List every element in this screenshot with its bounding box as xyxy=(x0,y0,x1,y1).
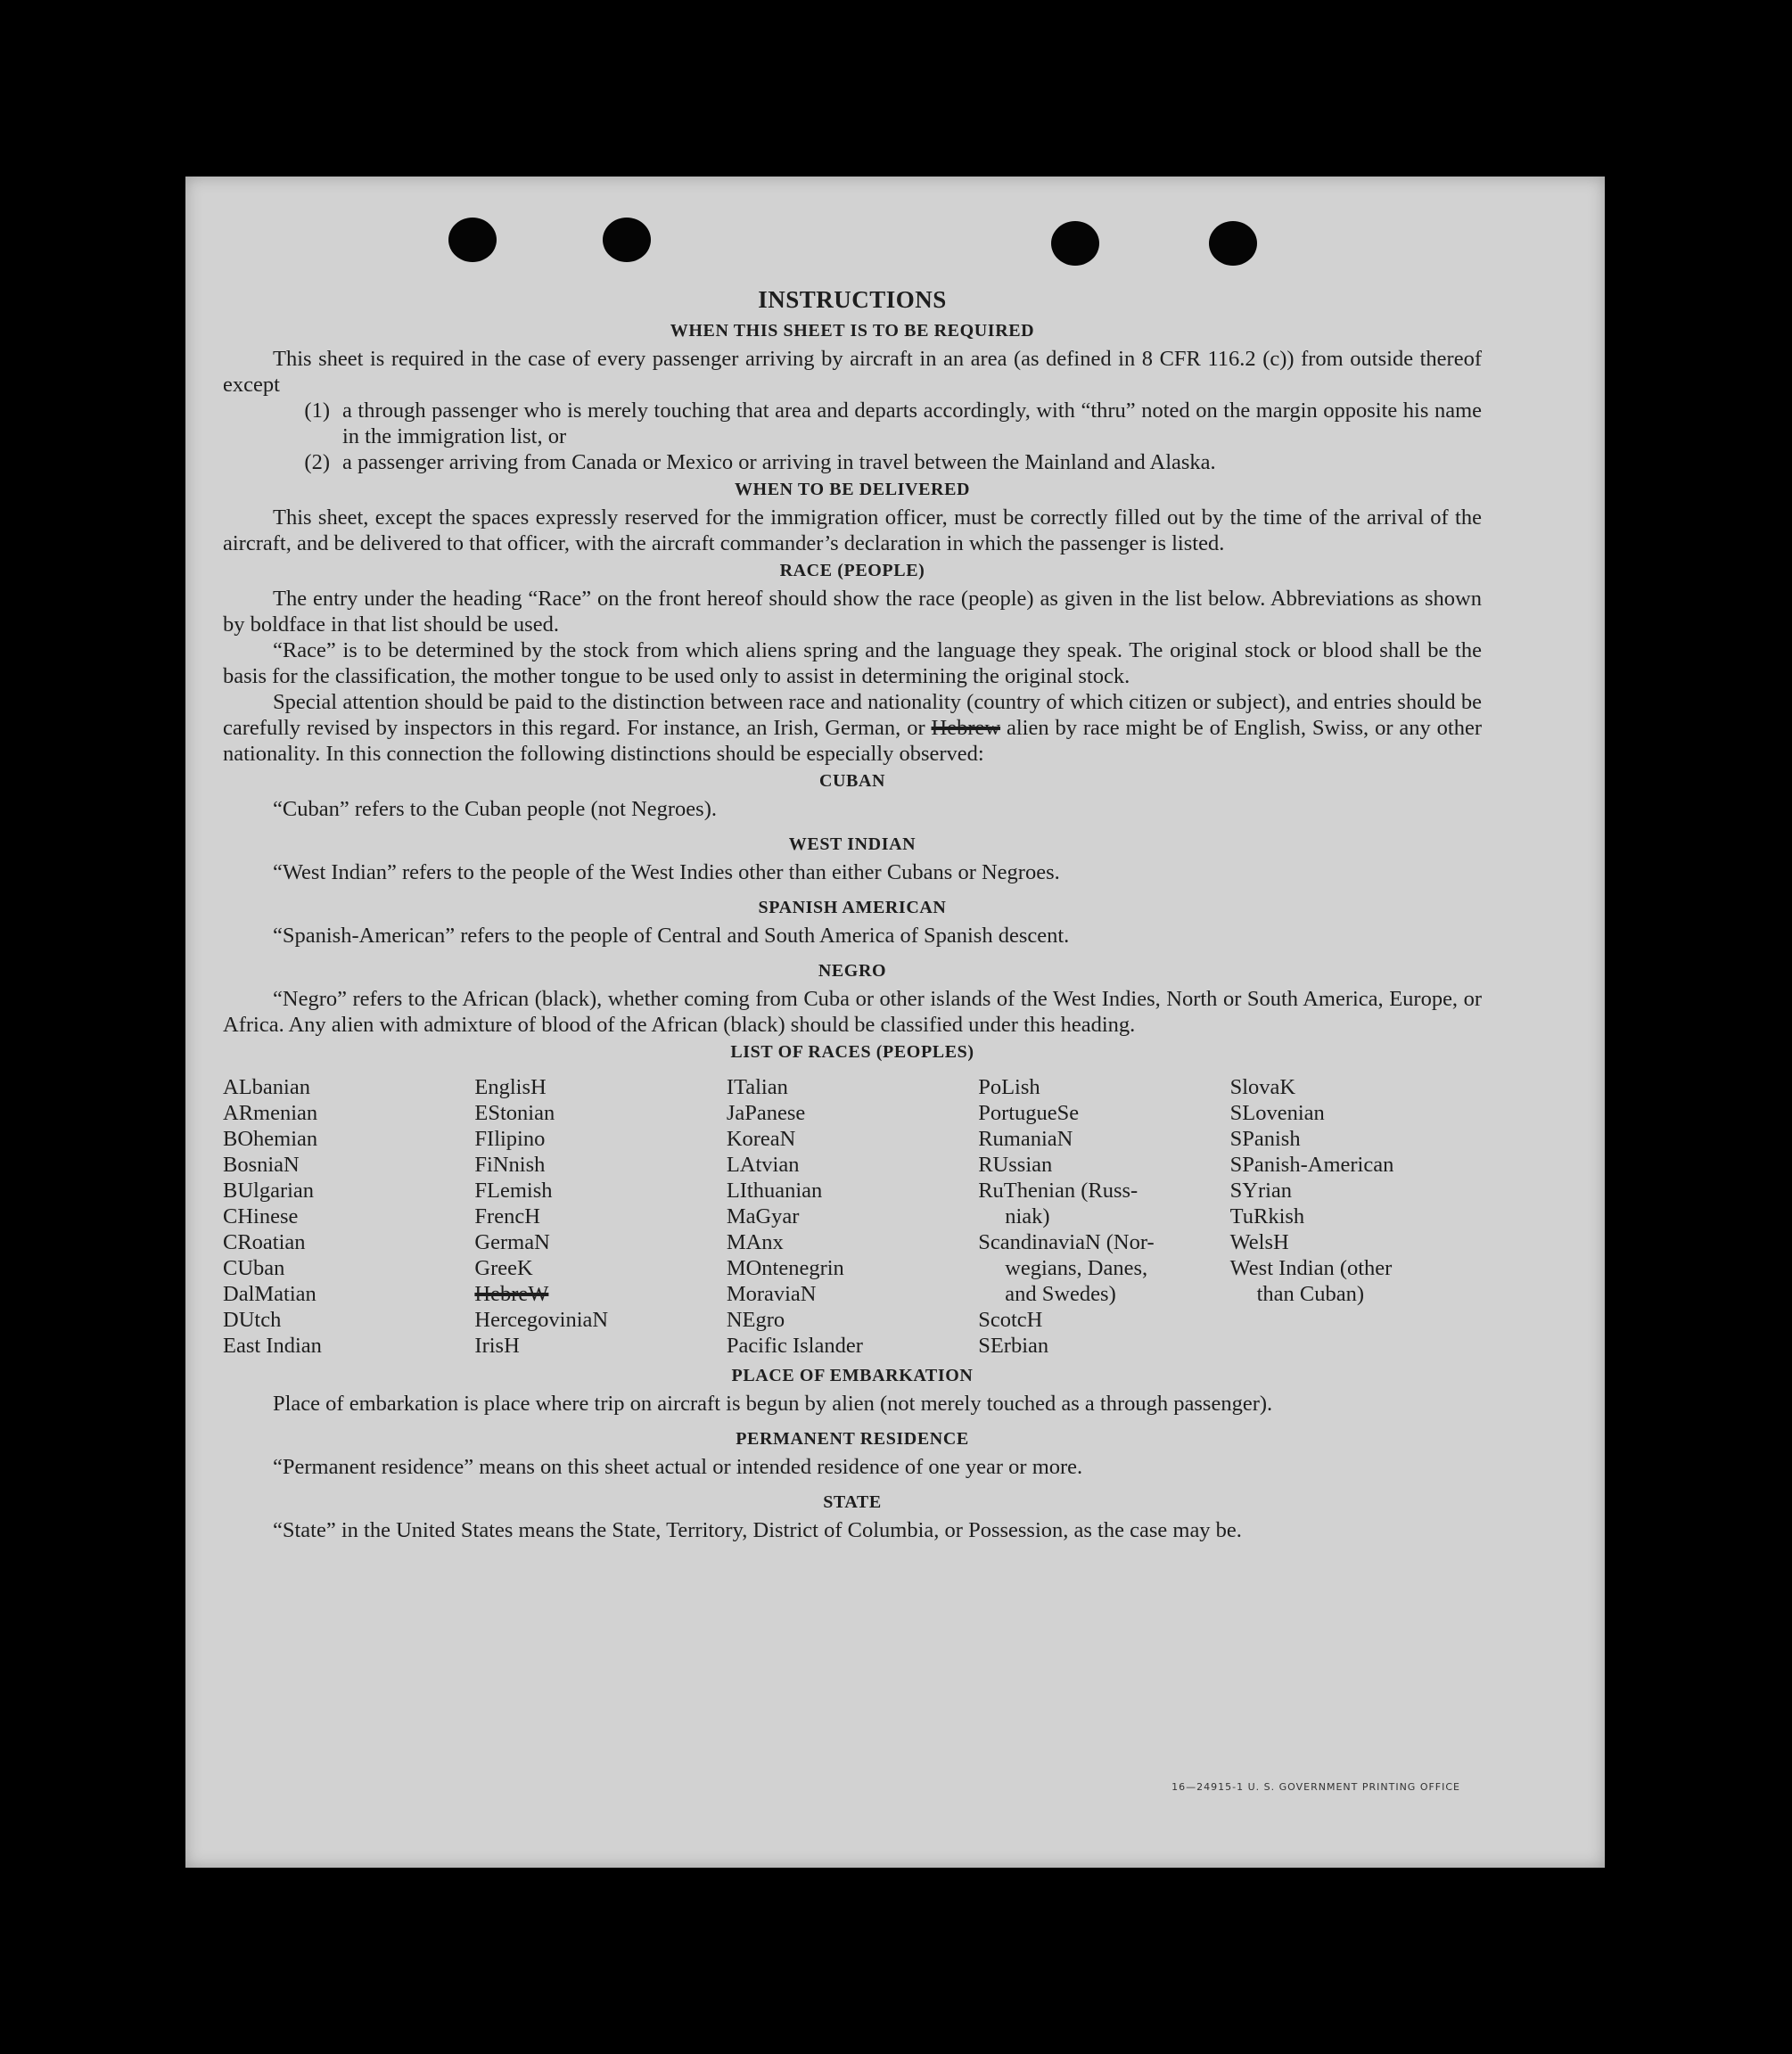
heading-negro: NEGRO xyxy=(818,961,887,981)
list-item: (2) a passenger arriving from Canada or Mexico or arriving in travel between the Mainland and Alaska. xyxy=(304,450,1216,474)
document-page xyxy=(185,177,1605,1868)
paragraph: “Cuban” refers to the Cuban people (not Negroes). xyxy=(273,797,717,821)
races-column: SlovaK SLovenian SPanish SPanish-American SYrian TuRkish WelsH West Indian (other than Cuban) xyxy=(1229,1075,1394,1306)
paragraph: “Race” is to be determined by the stock from which aliens spring and the language they speak. The original stock or blood shall be the basis for the classification, the mother tongue to be used only to assist in determining the original stock. xyxy=(223,638,1482,688)
heading-permanent-residence: PERMANENT RESIDENCE xyxy=(736,1429,969,1449)
paragraph: Special attention should be paid to the distinction between race and nationality (country of which citizen or subject), and entries should be carefully revised by inspectors in this regard. For instance, an Irish, German, or Hebrew alien by race might be of English, Swiss, or any other nationality. In this connection the following distinctions should be especially observed: xyxy=(223,690,1482,766)
heading-race: RACE (PEOPLE) xyxy=(779,561,925,580)
heading-west-indian: WEST INDIAN xyxy=(788,834,917,854)
paragraph: “Spanish-American” refers to the people of Central and South America of Spanish descent. xyxy=(273,924,1070,948)
paragraph: The entry under the heading “Race” on the front hereof should show the race (people) as given in the list below. Abbreviations as shown by boldface in that list should be used. xyxy=(223,587,1482,637)
races-column: ITalian JaPanese KoreaN LAtvian LIthuanian MaGyar MAnx MOntenegrin MoraviaN NEgro Pacific Islander xyxy=(726,1075,863,1358)
paragraph: Place of embarkation is place where trip on aircraft is begun by alien (not merely touched as a through passenger). xyxy=(273,1392,1273,1416)
paragraph: “Negro” refers to the African (black), whether coming from Cuba or other islands of the West Indies, North or South America, Europe, or Africa. Any alien with admixture of blood of the African (black) should be classified under this heading. xyxy=(223,987,1482,1037)
heading-when-required: WHEN THIS SHEET IS TO BE REQUIRED xyxy=(670,321,1035,341)
heading-cuban: CUBAN xyxy=(818,771,886,791)
printer-imprint: 16—24915-1 U. S. GOVERNMENT PRINTING OFFICE xyxy=(1171,1781,1460,1793)
punch-hole xyxy=(1051,221,1099,266)
paragraph: “State” in the United States means the State, Territory, District of Columbia, or Possession, as the case may be. xyxy=(273,1518,1242,1542)
races-table xyxy=(223,1074,1482,1359)
struck-word: Hebrew xyxy=(931,716,1001,740)
races-column: ALbanian ARmenian BOhemian BosniaN BUlgarian CHinese CRoatian CUban DalMatian DUtch East Indian xyxy=(223,1075,322,1358)
paragraph: This sheet, except the spaces expressly reserved for the immigration officer, must be correctly filled out by the time of the arrival of the aircraft, and be delivered to that officer, with the aircraft commander’s declaration in which the passenger is listed. xyxy=(223,505,1482,555)
heading-place-of-embarkation: PLACE OF EMBARKATION xyxy=(731,1366,974,1385)
page-title: INSTRUCTIONS xyxy=(758,286,947,313)
list-item: (1) a through passenger who is merely touching that area and departs accordingly, with “thru” noted on the margin opposite his name in the immigration list, or xyxy=(304,398,1482,448)
races-column: PoLish PortugueSe RumaniaN RUssian RuThenian (Russ- niak) ScandinaviaN (Nor- wegians, Danes, and Swedes) ScotcH SErbian xyxy=(978,1075,1155,1358)
races-column: EnglisH EStonian FIlipino FiNnish FLemish FrencH GermaN GreeK HebreW HercegoviniaN IrisH xyxy=(474,1074,726,1359)
paragraph: This sheet is required in the case of every passenger arriving by aircraft in an area (as defined in 8 CFR 116.2 (c)) from outside thereof except xyxy=(223,347,1482,397)
heading-spanish-american: SPANISH AMERICAN xyxy=(758,898,947,917)
heading-state: STATE xyxy=(823,1492,882,1512)
punch-hole xyxy=(448,218,497,262)
paragraph: “West Indian” refers to the people of the West Indies other than either Cubans or Negroes. xyxy=(273,860,1060,884)
heading-list-of-races: LIST OF RACES (PEOPLES) xyxy=(730,1042,974,1062)
struck-word: HebreW xyxy=(474,1282,549,1306)
instructions-content xyxy=(223,283,1482,1543)
punch-hole xyxy=(603,218,651,262)
paragraph: “Permanent residence” means on this sheet actual or intended residence of one year or more. xyxy=(273,1455,1083,1479)
punch-hole xyxy=(1209,221,1257,266)
heading-when-delivered: WHEN TO BE DELIVERED xyxy=(734,480,971,499)
